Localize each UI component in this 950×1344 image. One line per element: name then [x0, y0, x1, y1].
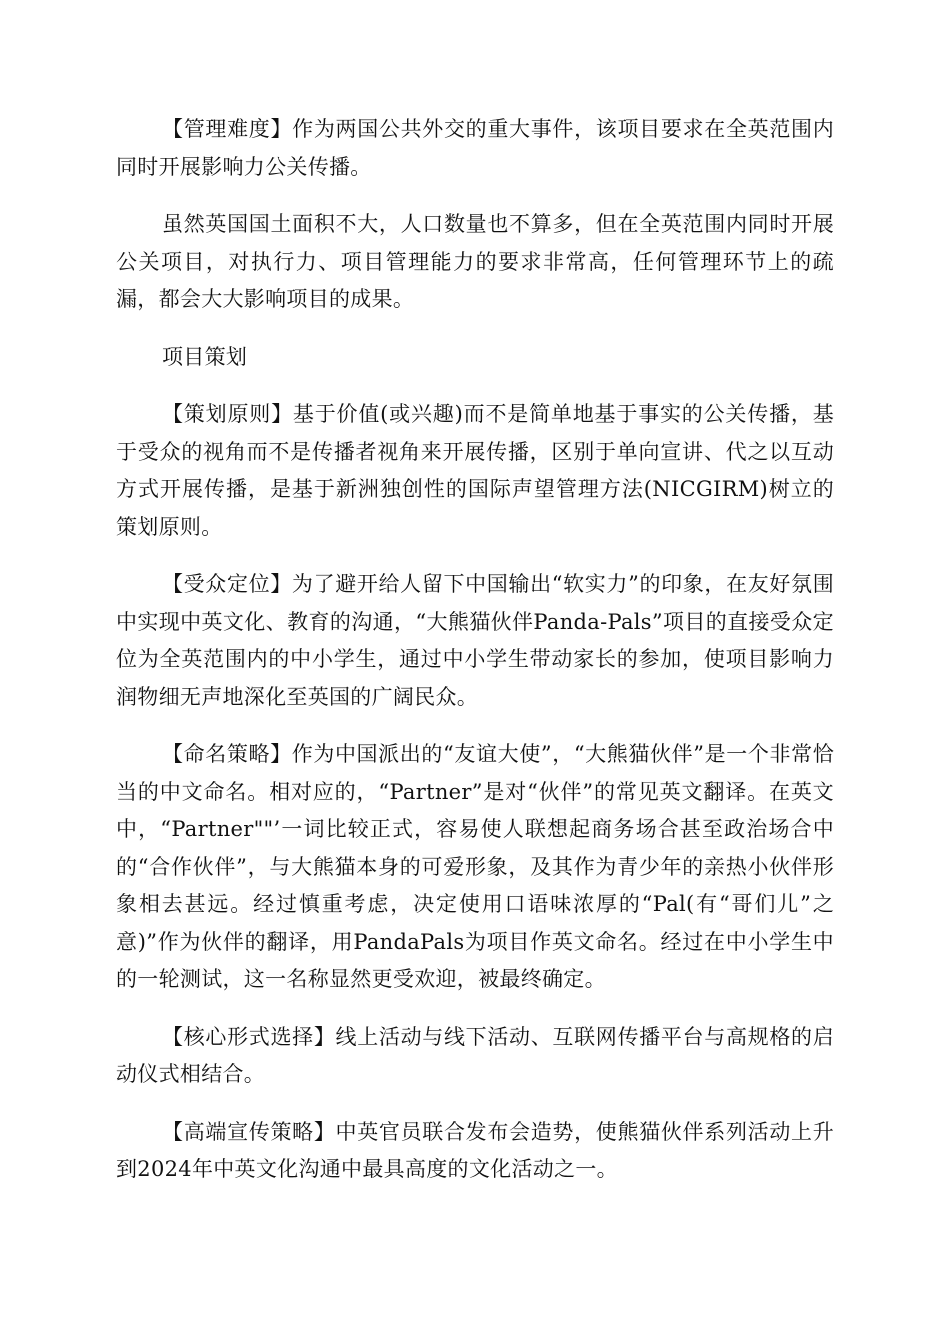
paragraph-planning-principle: 【策划原则】基于价值(或兴趣)而不是简单地基于事实的公关传播，基于受众的视角而不是传播者视角来开展传播，区别于单向宣讲、代之以互动方式开展传播，是基于新洲独创性的国际声望管理方法(NICGIRM)树立的策划原则。: [116, 402, 834, 539]
paragraph-naming-strategy: 【命名策略】作为中国派出的“友谊大使”，“大熊猫伙伴”是一个非常恰当的中文命名。相对应的，“Partner”是对“伙伴”的常见英文翻译。在英文中，“Partner""’一词比较正式，容易使人联想起商务场合甚至政治场合中的“合作伙伴”，与大熊猫本身的可爱形象，及其作为青少年的亲热小伙伴形象相去甚远。经过慎重考虑，决定使用口语味浓厚的“Pal(有“哥们儿”之意)”作为伙伴的翻译，用PandaPals为项目作英文命名。经过在中小学生中的一轮测试，这一名称显然更受欢迎，被最终确定。: [116, 742, 834, 991]
paragraph-management-difficulty: 【管理难度】作为两国公共外交的重大事件，该项目要求在全英范围内同时开展影响力公关传播。: [116, 117, 834, 179]
paragraph-uk-scope: 虽然英国国土面积不大，人口数量也不算多，但在全英范围内同时开展公关项目，对执行力、项目管理能力的要求非常高，任何管理环节上的疏漏，都会大大影响项目的成果。: [116, 212, 834, 311]
paragraph-audience-positioning: 【受众定位】为了避开给人留下中国输出“软实力”的印象，在友好氛围中实现中英文化、教育的沟通，“大熊猫伙伴Panda-Pals”项目的直接受众定位为全英范围内的中小学生，通过中小学生带动家长的参加，使项目影响力润物细无声地深化至英国的广阔民众。: [116, 572, 834, 709]
paragraph-high-end-promotion: 【高端宣传策略】中英官员联合发布会造势，使熊猫伙伴系列活动上升到2024年中英文化沟通中最具高度的文化活动之一。: [116, 1119, 834, 1181]
section-heading-project-planning: 项目策划: [162, 344, 248, 369]
paragraph-core-format: 【核心形式选择】线上活动与线下活动、互联网传播平台与高规格的启动仪式相结合。: [116, 1024, 834, 1086]
document-body: [116, 111, 834, 1209]
